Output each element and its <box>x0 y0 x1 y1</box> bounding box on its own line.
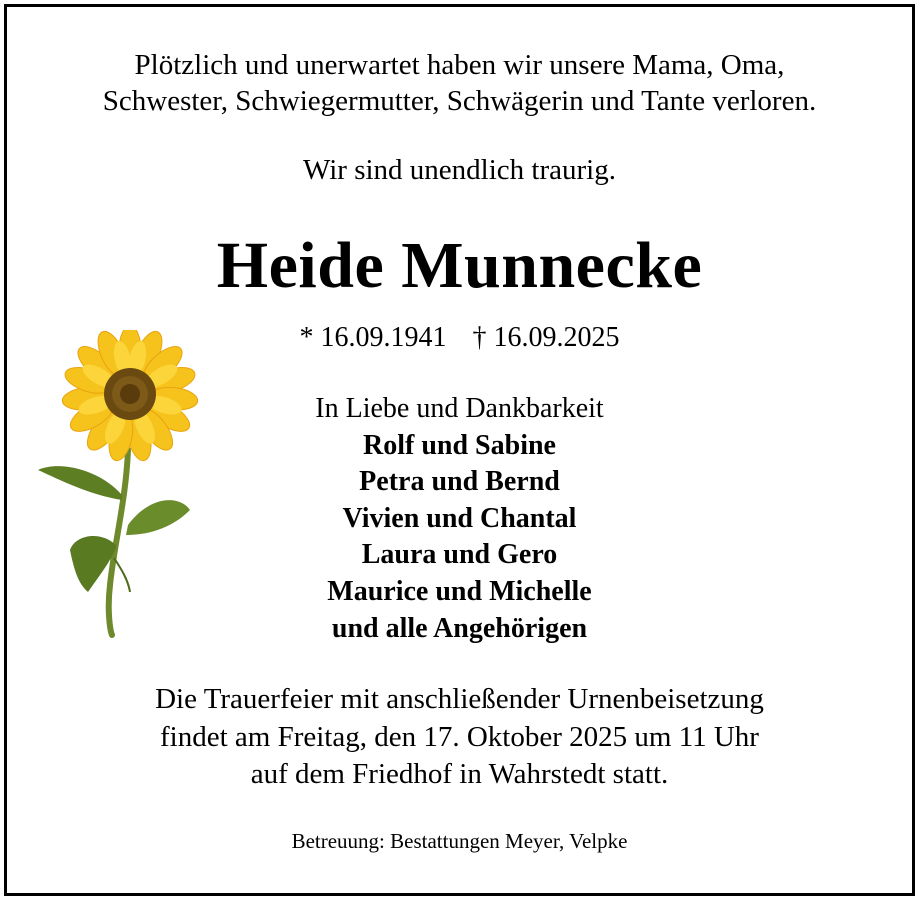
dedication-line: In Liebe und Dankbarkeit <box>315 393 604 424</box>
mourner-line: Maurice und Michelle <box>327 576 592 607</box>
intro-line-2: Schwester, Schwiegermutter, Schwägerin und Tante verloren. <box>102 85 817 117</box>
deceased-name: Heide Munnecke <box>216 229 703 302</box>
mourner-line: Laura und Gero <box>361 539 558 570</box>
ceremony-line-3: auf dem Friedhof in Wahrstedt statt. <box>250 758 669 790</box>
mourner-line: Vivien und Chantal <box>342 503 577 534</box>
intro-line-1: Plötzlich und unerwartet haben wir unsere Mama, Oma, <box>134 49 785 81</box>
mourner-line: Petra und Bernd <box>359 466 560 497</box>
funeral-home-credit: Betreuung: Bestattungen Meyer, Velpke <box>291 829 628 853</box>
sunflower-icon <box>30 330 200 640</box>
ceremony-line-1: Die Trauerfeier mit anschließender Urnenbeisetzung <box>155 683 764 715</box>
mourner-line: Rolf und Sabine <box>363 430 556 461</box>
mourner-line: und alle Angehörigen <box>331 613 588 644</box>
birth-date: * 16.09.1941 <box>299 322 447 353</box>
death-date: † 16.09.2025 <box>472 322 620 353</box>
sorrow-line: Wir sind unendlich traurig. <box>303 154 616 186</box>
ceremony-line-2: findet am Freitag, den 17. Oktober 2025 um 11 Uhr <box>160 721 759 753</box>
